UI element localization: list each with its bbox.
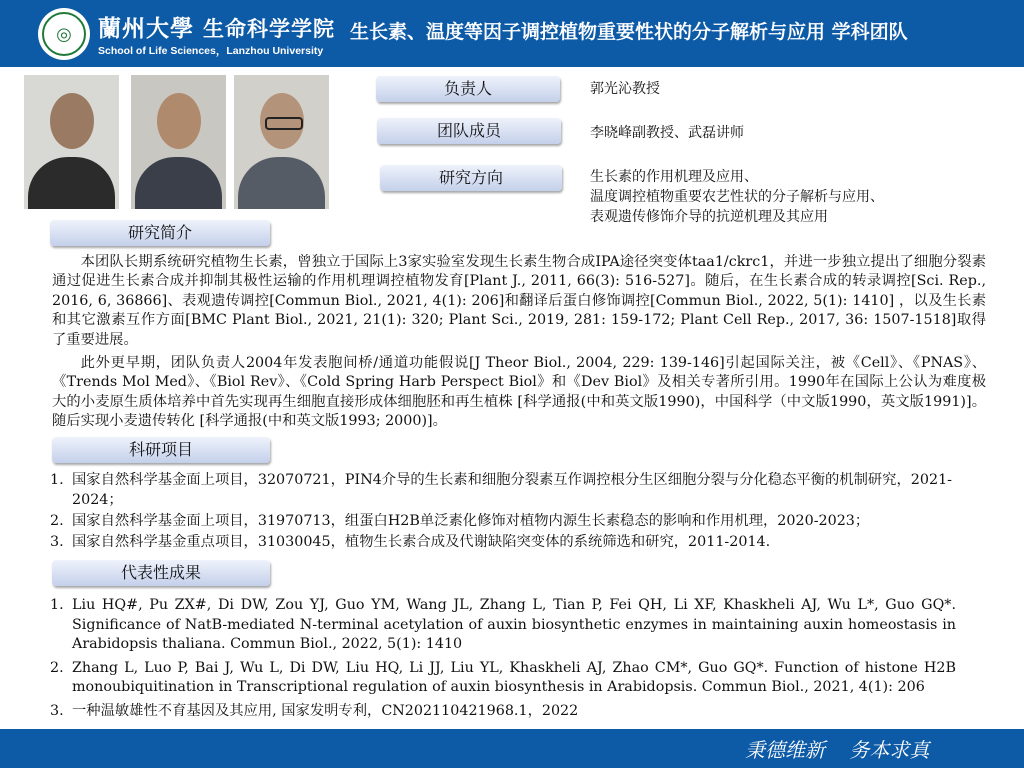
- photo-team-leader: [24, 75, 119, 209]
- university-name-cn: 蘭州大學: [98, 15, 194, 42]
- direction-values: [590, 167, 884, 227]
- glasses-icon: [265, 117, 303, 130]
- person-head: [157, 93, 201, 149]
- achievements-section-label: 代表性成果: [52, 560, 270, 586]
- photo-member-1: [131, 75, 226, 209]
- publication-item: [50, 596, 956, 655]
- school-name: [98, 10, 335, 43]
- intro-section-label: 研究简介: [50, 220, 270, 246]
- publication-item: [50, 702, 956, 722]
- intro-paragraph-2: 此外更早期，团队负责人2004年发表胞间桥/通道功能假说[J Theor Biol., 2004, 229: 139-146]引起国际关注，被《Cell》、《PNAS》、《Trends Mol Med》、《Biol Rev》、《Cold Spring Harb Perspect Biol》和《Dev Biol》及相关专著所引用。1990年在国际上公认为难度极大的小麦原生质体培养中首先实现再生细胞直接形成体细胞胚和再生植株 [科学通报(中和英文版1990)，中国科学（中文版1990，英文版1991)]。随后实现小麦遗传转化 [科学通报(中和英文版1993; 2000)]。: [52, 355, 986, 430]
- item-text: Liu HQ#, Pu ZX#, Di DW, Zou YJ, Guo YM, Wang JL, Zhang L, Tian P, Fei QH, Li XF, Khaskheli AJ, Wu L*, Guo GQ*. Significance of NatB-mediated N-terminal acetylation of auxin biosynthetic enzymes in maintaining auxin homeostasis in Arabidopsis thaliana. Commun Biol., 2022, 5(1): 1410: [72, 597, 956, 652]
- projects-list: [50, 470, 980, 552]
- school-motto: 秉德维新 务本求真: [745, 738, 930, 762]
- item-number: 3.: [50, 534, 64, 550]
- item-number: 3.: [50, 702, 64, 719]
- item-number: 1.: [50, 472, 64, 488]
- projects-section-label: 科研项目: [52, 437, 270, 463]
- person-body: [28, 157, 115, 209]
- item-number: 1.: [50, 597, 64, 613]
- page-title: 生长素、温度等因子调控植物重要性状的分子解析与应用 学科团队: [350, 21, 908, 43]
- members-label: 团队成员: [377, 118, 561, 144]
- members-value: 李晓峰副教授、武磊讲师: [590, 125, 744, 141]
- direction-line-1: 生长素的作用机理及应用、: [590, 169, 758, 185]
- item-text: 一种温敏雄性不育基因及其应用, 国家发明专利，CN202110421968.1，2022: [72, 702, 579, 719]
- item-text: 国家自然科学基金重点项目，31030045，植物生长素合成及代谢缺陷突变体的系统筛选和研究，2011-2014.: [72, 534, 771, 550]
- person-body: [135, 157, 222, 209]
- direction-line-2: 温度调控植物重要农艺性状的分子解析与应用、: [590, 189, 884, 205]
- item-text: Zhang L, Luo P, Bai J, Wu L, Di DW, Liu HQ, Li JJ, Liu YL, Khaskheli AJ, Zhao CM*, Guo GQ*. Function of histone H2B monoubiquitination in Transcriptional regulation of auxin biosynthesis in Arabidopsis. Commun Biol., 2021, 4(1): 206: [72, 659, 956, 695]
- direction-line-3: 表观遗传修饰介导的抗逆机理及其应用: [590, 209, 828, 225]
- item-text: 国家自然科学基金面上项目，31970713，组蛋白H2B单泛素化修饰对植物内源生长素稳态的影响和作用机理，2020-2023；: [72, 513, 870, 529]
- project-item: [50, 470, 980, 510]
- publication-item: [50, 659, 956, 698]
- item-number: 2.: [50, 513, 64, 529]
- project-item: [50, 511, 980, 531]
- school-name-en: School of Life Sciences，Lanzhou University: [98, 45, 324, 57]
- direction-label: 研究方向: [380, 165, 562, 191]
- person-head: [50, 93, 94, 149]
- person-body: [238, 157, 325, 209]
- school-name-cn: 生命科学学院: [203, 17, 336, 41]
- project-item: [50, 532, 980, 552]
- university-logo: [38, 8, 90, 60]
- leader-value: 郭光沁教授: [590, 81, 660, 97]
- achievements-list: [50, 596, 956, 721]
- item-text: 国家自然科学基金面上项目，32070721，PIN4介导的生长素和细胞分裂素互作调控根分生区细胞分裂与分化稳态平衡的机制研究，2021-2024；: [72, 472, 952, 508]
- leader-label: 负责人: [376, 76, 560, 102]
- item-number: 2.: [50, 659, 64, 676]
- photo-member-2: [234, 75, 329, 209]
- university-seal-icon: ◎: [42, 12, 86, 56]
- intro-paragraph-1: 本团队长期系统研究植物生长素，曾独立于国际上3家实验室发现生长素生物合成IPA途径突变体taa1/ckrc1，并进一步独立提出了细胞分裂素通过促进生长素合成并抑制其极性运输的作用机理调控植物发育[Plant J., 2011, 66(3): 516-527]。随后，在生长素合成的转录调控[Sci. Rep., 2016, 6, 36866]、表观遗传调控[Commun Biol., 2021, 4(1): 206]和翻译后蛋白修饰调控[Commun Biol., 2022, 5(1): 1410] ，以及生长素和其它激素互作方面[BMC Plant Biol., 2021, 21(1): 320; Plant Sci., 2019, 281: 159-172; Plant Cell Rep., 2017, 36: 1507-1518]取得了重要进展。: [52, 254, 986, 348]
